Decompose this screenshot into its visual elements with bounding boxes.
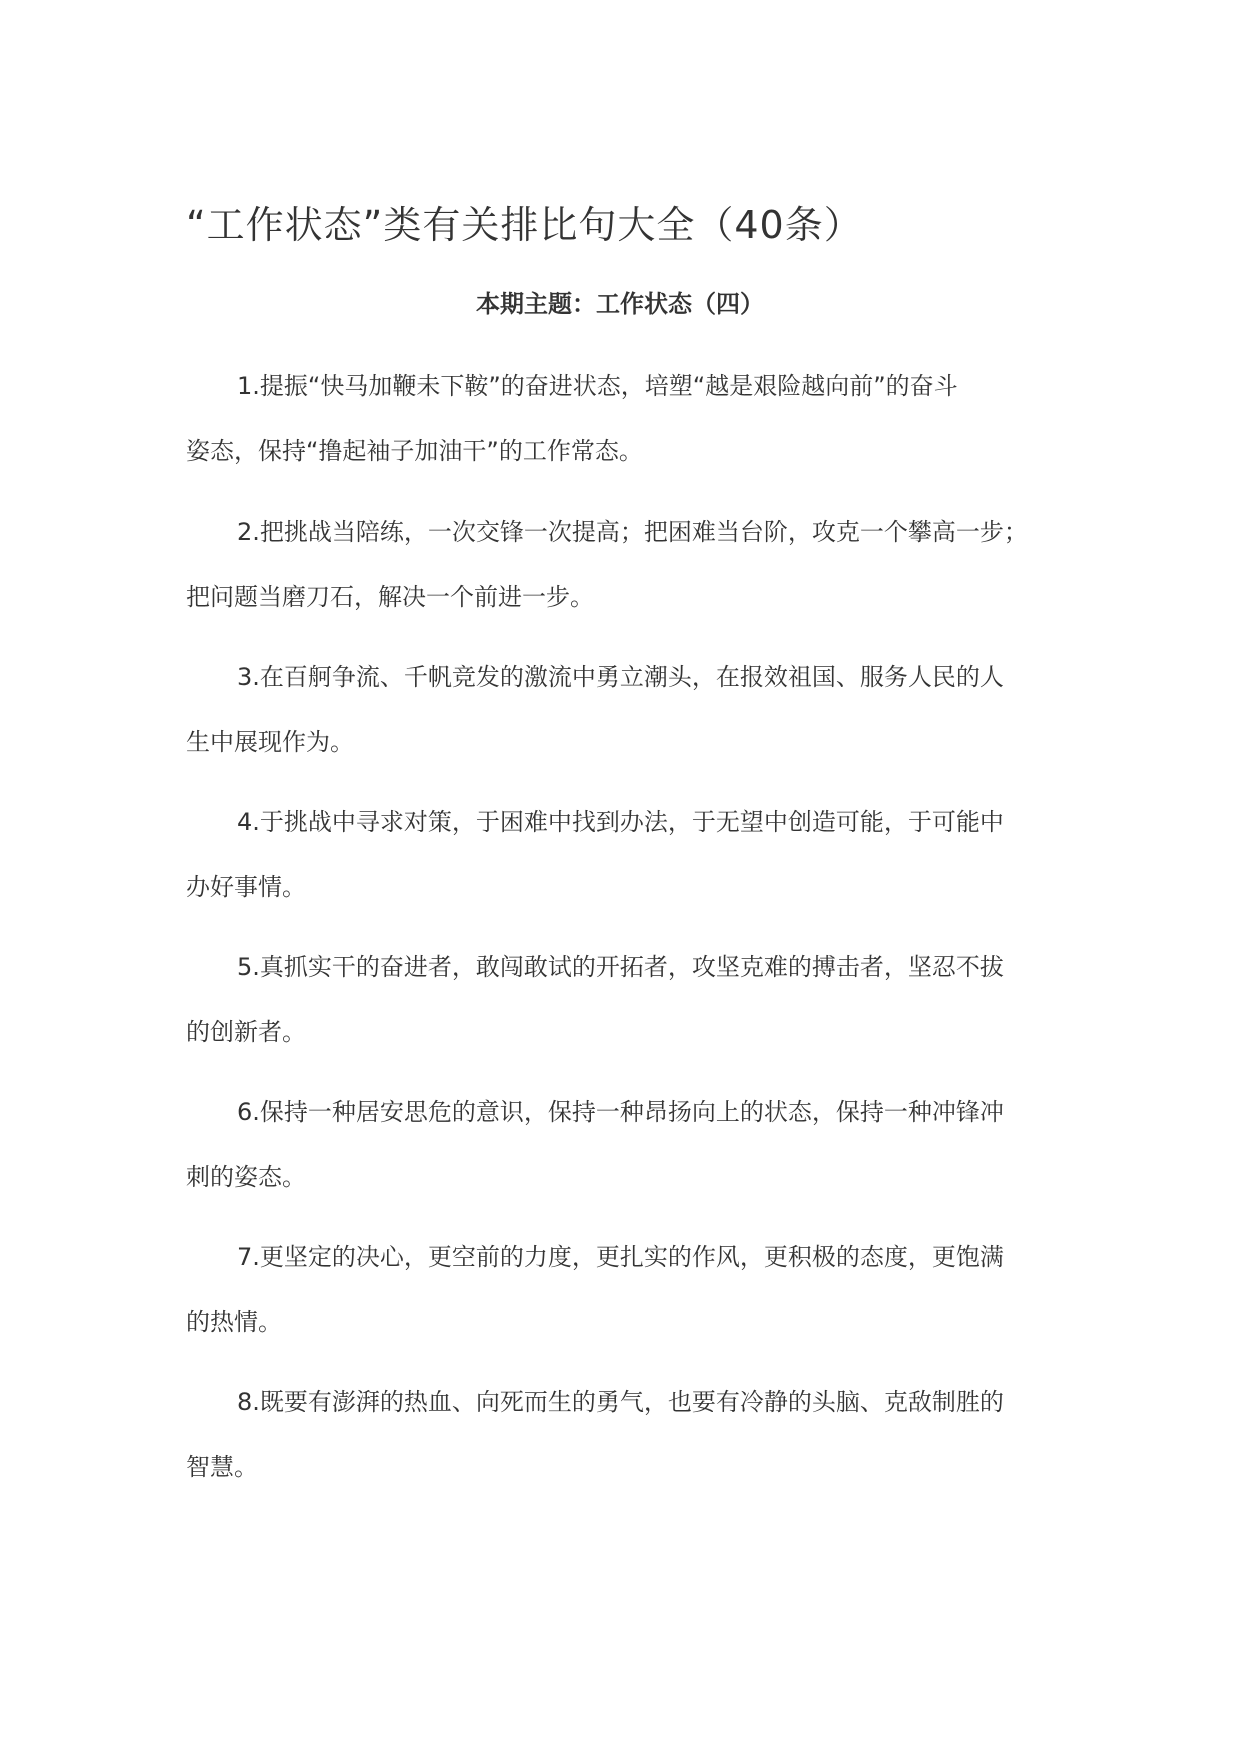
item-line-2: 把问题当磨刀石，解决一个前进一步。 [186, 583, 594, 611]
item-line-1: 8.既要有澎湃的热血、向死而生的勇气，也要有冷静的头脑、克敌制胜的 [237, 1388, 1004, 1416]
item-line-2: 办好事情。 [186, 873, 306, 901]
item-line-1: 2.把挑战当陪练，一次交锋一次提高；把困难当台阶，攻克一个攀高一步； [237, 518, 1028, 546]
item-line-1: 5.真抓实干的奋进者，敢闯敢试的开拓者，攻坚克难的搏击者，坚忍不拔 [237, 953, 1004, 981]
document-title: “工作状态”类有关排比句大全（40条） [186, 203, 863, 247]
item-line-2: 姿态，保持“撸起袖子加油干”的工作常态。 [186, 437, 643, 465]
item-line-2: 生中展现作为。 [186, 728, 354, 756]
item-line-2: 智慧。 [186, 1453, 258, 1481]
item-line-1: 7.更坚定的决心，更空前的力度，更扎实的作风，更积极的态度，更饱满 [237, 1243, 1004, 1271]
item-line-2: 的热情。 [186, 1308, 282, 1336]
item-line-2: 的创新者。 [186, 1018, 306, 1046]
document-subtitle: 本期主题：工作状态（四） [476, 290, 764, 318]
item-line-1: 6.保持一种居安思危的意识，保持一种昂扬向上的状态，保持一种冲锋冲 [237, 1098, 1004, 1126]
item-line-1: 4.于挑战中寻求对策，于困难中找到办法，于无望中创造可能，于可能中 [237, 808, 1004, 836]
item-line-1: 3.在百舸争流、千帆竞发的激流中勇立潮头，在报效祖国、服务人民的人 [237, 663, 1004, 691]
item-line-2: 刺的姿态。 [186, 1163, 306, 1191]
item-line-1: 1.提振“快马加鞭未下鞍”的奋进状态，培塑“越是艰险越向前”的奋斗 [237, 372, 958, 400]
